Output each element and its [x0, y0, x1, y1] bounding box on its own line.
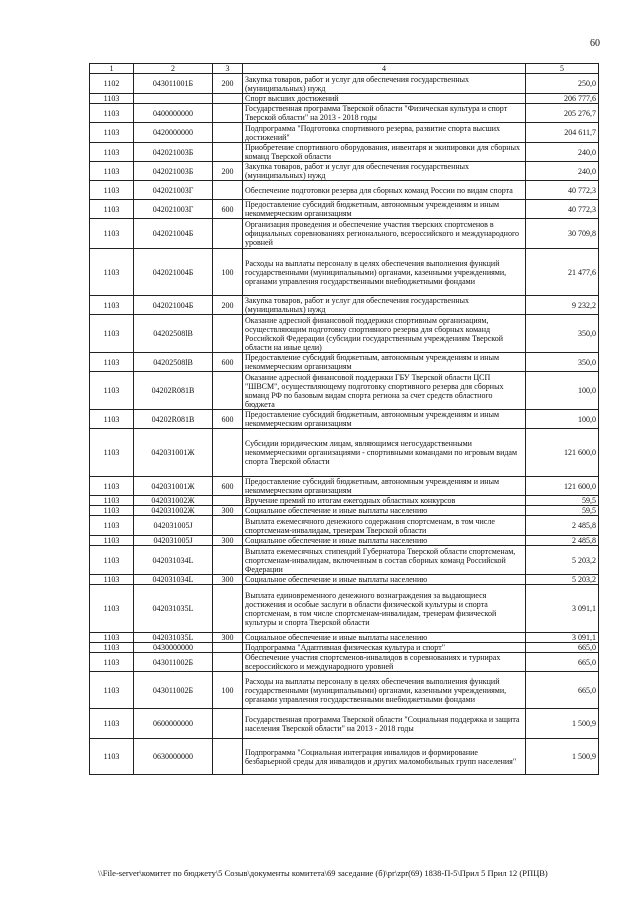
amount-cell: 250,0	[526, 74, 599, 94]
section-code-cell: 1103	[90, 181, 134, 200]
section-code-cell: 1103	[90, 672, 134, 709]
target-article-cell: 042021003Г	[134, 181, 213, 200]
table-row	[90, 633, 599, 643]
amount-cell: 2 485,8	[526, 516, 599, 536]
expense-type-cell	[213, 496, 243, 506]
table-row	[90, 516, 599, 536]
section-code-cell: 1102	[90, 74, 134, 94]
amount-cell: 21 477,6	[526, 249, 599, 296]
section-code-cell: 1103	[90, 410, 134, 429]
section-code-cell: 1103	[90, 643, 134, 653]
budget-table	[89, 63, 599, 775]
expense-type-cell	[213, 94, 243, 104]
description-cell: Вручение премий по итогам ежегодных областных конкурсов	[243, 496, 526, 506]
amount-cell: 3 091,1	[526, 585, 599, 633]
table-row	[90, 219, 599, 249]
description-cell: Закупка товаров, работ и услуг для обеспечения государственных (муниципальных) нужд	[243, 162, 526, 181]
section-code-cell: 1103	[90, 162, 134, 181]
expense-type-cell	[213, 143, 243, 162]
section-code-cell: 1103	[90, 536, 134, 546]
section-code-cell: 1103	[90, 477, 134, 496]
expense-type-cell: 300	[213, 633, 243, 643]
amount-cell: 665,0	[526, 653, 599, 672]
table-row	[90, 353, 599, 372]
target-article-cell: 043011002Б	[134, 672, 213, 709]
amount-cell: 240,0	[526, 162, 599, 181]
section-code-cell: 1103	[90, 143, 134, 162]
description-cell: Социальное обеспечение и иные выплаты населению	[243, 633, 526, 643]
expense-type-cell: 200	[213, 74, 243, 94]
description-cell: Выплата ежемесячных стипендий Губернатора Тверской области спортсменам, спортсменам-инвалидам, включенным в состав сборных команд Российской Федерации	[243, 546, 526, 575]
amount-cell: 665,0	[526, 643, 599, 653]
amount-cell: 30 709,8	[526, 219, 599, 249]
expense-type-cell: 200	[213, 162, 243, 181]
expense-type-cell	[213, 104, 243, 123]
amount-cell: 59,5	[526, 496, 599, 506]
table-row	[90, 181, 599, 200]
description-cell: Выплата ежемесячного денежного содержания спортсменам, в том числе спортсменам-инвалидам, тренерам Тверской области	[243, 516, 526, 536]
target-article-cell: 042031005J	[134, 536, 213, 546]
amount-cell: 40 772,3	[526, 181, 599, 200]
description-cell: Организация проведения и обеспечение участия тверских спортсменов в официальных соревнованиях регионального, всероссийского и международного уровней	[243, 219, 526, 249]
target-article-cell: 043011002Б	[134, 653, 213, 672]
section-code-cell: 1103	[90, 585, 134, 633]
section-code-cell: 1103	[90, 372, 134, 410]
expense-type-cell: 300	[213, 575, 243, 585]
target-article-cell: 0630000000	[134, 739, 213, 775]
page-number: 60	[590, 38, 600, 49]
target-article-cell: 042031002Ж	[134, 496, 213, 506]
target-article-cell: 04202508lB	[134, 353, 213, 372]
amount-cell: 240,0	[526, 143, 599, 162]
target-article-cell: 042031001Ж	[134, 429, 213, 477]
target-article-cell: 042031034L	[134, 546, 213, 575]
amount-cell: 59,5	[526, 506, 599, 516]
target-article-cell: 0430000000	[134, 643, 213, 653]
table-row	[90, 739, 599, 775]
expense-type-cell	[213, 372, 243, 410]
table-header-row	[90, 64, 599, 74]
description-cell: Оказание адресной финансовой поддержки спортивным организациям, осуществляющим подготовку спортивного резерва для сборных команд Российской Федерации (субсидии государственным учреждениям Тверской области на иные цели)	[243, 315, 526, 353]
amount-cell: 100,0	[526, 372, 599, 410]
section-code-cell: 1103	[90, 496, 134, 506]
amount-cell: 121 600,0	[526, 429, 599, 477]
section-code-cell: 1103	[90, 575, 134, 585]
section-code-cell: 1103	[90, 429, 134, 477]
expense-type-cell	[213, 709, 243, 739]
section-code-cell: 1103	[90, 104, 134, 123]
section-code-cell: 1103	[90, 249, 134, 296]
description-cell: Государственная программа Тверской области "Физическая культура и спорт Тверской области" на 2013 - 2018 годы	[243, 104, 526, 123]
description-cell: Обеспечение подготовки резерва для сборных команд России по видам спорта	[243, 181, 526, 200]
section-code-cell: 1103	[90, 94, 134, 104]
expense-type-cell: 300	[213, 536, 243, 546]
table-row	[90, 536, 599, 546]
description-cell: Подпрограмма "Социальная интеграция инвалидов и формирование безбарьерной среды для инвалидов и других маломобильных групп населения"	[243, 739, 526, 775]
description-cell: Выплата единовременного денежного вознаграждения за выдающиеся достижения и особые заслуги в области физической культуры и спорта спортсменам, в том числе спортсменам-инвалидам, тренерам физической культуры и спорта Тверской области	[243, 585, 526, 633]
table-row	[90, 672, 599, 709]
amount-cell: 205 276,7	[526, 104, 599, 123]
table-row	[90, 200, 599, 219]
description-cell: Предоставление субсидий бюджетным, автономным учреждениям и иным некоммерческим организациям	[243, 410, 526, 429]
description-cell: Предоставление субсидий бюджетным, автономным учреждениям и иным некоммерческим организациям	[243, 353, 526, 372]
description-cell: Оказание адресной финансовой поддержки ГБУ Тверской области ЦСП "ШВСМ", осуществляющему подготовку спортивного резерва для сборных команд РФ по базовым видам спорта региона за счет средств областного бюджета	[243, 372, 526, 410]
description-cell: Подпрограмма "Подготовка спортивного резерва, развитие спорта высших достижений"	[243, 123, 526, 143]
description-cell: Закупка товаров, работ и услуг для обеспечения государственных (муниципальных) нужд	[243, 296, 526, 315]
section-code-cell: 1103	[90, 633, 134, 643]
section-code-cell: 1103	[90, 315, 134, 353]
amount-cell: 204 611,7	[526, 123, 599, 143]
target-article-cell: 04202508lB	[134, 315, 213, 353]
expense-type-cell	[213, 123, 243, 143]
table-row	[90, 585, 599, 633]
section-code-cell: 1103	[90, 739, 134, 775]
section-code-cell: 1103	[90, 546, 134, 575]
expense-type-cell: 200	[213, 296, 243, 315]
expense-type-cell	[213, 546, 243, 575]
target-article-cell: 042021003Г	[134, 200, 213, 219]
target-article-cell: 042031034L	[134, 575, 213, 585]
target-article-cell: 0420000000	[134, 123, 213, 143]
table-row	[90, 104, 599, 123]
section-code-cell: 1103	[90, 353, 134, 372]
description-cell: Расходы на выплаты персоналу в целях обеспечения выполнения функций государственными (муниципальными) органами, казенными учреждениями, органами управления государственными внебюджетными фондами	[243, 672, 526, 709]
description-cell: Закупка товаров, работ и услуг для обеспечения государственных (муниципальных) нужд	[243, 74, 526, 94]
table-row	[90, 123, 599, 143]
amount-cell: 1 500,9	[526, 709, 599, 739]
section-code-cell: 1103	[90, 200, 134, 219]
section-code-cell: 1103	[90, 296, 134, 315]
amount-cell: 350,0	[526, 353, 599, 372]
amount-cell: 665,0	[526, 672, 599, 709]
target-article-cell: 0400000000	[134, 104, 213, 123]
expense-type-cell	[213, 643, 243, 653]
table-row	[90, 410, 599, 429]
amount-cell: 350,0	[526, 315, 599, 353]
table-row	[90, 94, 599, 104]
table-row	[90, 575, 599, 585]
table-row	[90, 143, 599, 162]
expense-type-cell	[213, 429, 243, 477]
table-row	[90, 296, 599, 315]
table-row	[90, 429, 599, 477]
description-cell: Спорт высших достижений	[243, 94, 526, 104]
target-article-cell: 04202R081В	[134, 410, 213, 429]
target-article-cell: 042031001Ж	[134, 477, 213, 496]
table-row	[90, 709, 599, 739]
table-row	[90, 315, 599, 353]
amount-cell: 121 600,0	[526, 477, 599, 496]
expense-type-cell	[213, 516, 243, 536]
header-cell: 1	[90, 64, 134, 74]
amount-cell: 9 232,2	[526, 296, 599, 315]
description-cell: Приобретение спортивного оборудования, инвентаря и экипировки для сборных команд Тверской области	[243, 143, 526, 162]
expense-type-cell: 300	[213, 506, 243, 516]
table-row	[90, 74, 599, 94]
table-row	[90, 506, 599, 516]
expense-type-cell	[213, 585, 243, 633]
expense-type-cell	[213, 181, 243, 200]
table-row	[90, 477, 599, 496]
target-article-cell: 042031035L	[134, 585, 213, 633]
description-cell: Предоставление субсидий бюджетным, автономным учреждениям и иным некоммерческим организациям	[243, 477, 526, 496]
file-path-footer: \\File-server\комитет по бюджету\5 Созыв\документы комитета\69 заседание (б)\pr\zpr(69) 1838-П-5\Прил 5 Прил 12 (РПЦВ)	[98, 868, 548, 878]
description-cell: Обеспечение участия спортсменов-инвалидов в соревнованиях и турнирах всероссийского и международного уровней	[243, 653, 526, 672]
table-row	[90, 546, 599, 575]
section-code-cell: 1103	[90, 506, 134, 516]
description-cell: Государственная программа Тверской области "Социальная поддержка и защита населения Тверской области" на 2013 - 2018 годы	[243, 709, 526, 739]
table-row	[90, 653, 599, 672]
target-article-cell: 042021004Б	[134, 219, 213, 249]
description-cell: Социальное обеспечение и иные выплаты населению	[243, 506, 526, 516]
table-row	[90, 249, 599, 296]
expense-type-cell	[213, 653, 243, 672]
expense-type-cell: 600	[213, 410, 243, 429]
section-code-cell: 1103	[90, 709, 134, 739]
target-article-cell: 042031035L	[134, 633, 213, 643]
section-code-cell: 1103	[90, 653, 134, 672]
section-code-cell: 1103	[90, 219, 134, 249]
amount-cell: 5 203,2	[526, 575, 599, 585]
target-article-cell: 042021003Б	[134, 143, 213, 162]
expense-type-cell	[213, 315, 243, 353]
target-article-cell: 042031005J	[134, 516, 213, 536]
expense-type-cell: 100	[213, 249, 243, 296]
table-row	[90, 372, 599, 410]
description-cell: Социальное обеспечение и иные выплаты населению	[243, 536, 526, 546]
target-article-cell: 04202R081В	[134, 372, 213, 410]
amount-cell: 2 485,8	[526, 536, 599, 546]
amount-cell: 40 772,3	[526, 200, 599, 219]
description-cell: Подпрограмма "Адаптивная физическая культура и спорт"	[243, 643, 526, 653]
expense-type-cell: 600	[213, 353, 243, 372]
header-cell: 3	[213, 64, 243, 74]
header-cell: 5	[526, 64, 599, 74]
description-cell: Расходы на выплаты персоналу в целях обеспечения выполнения функций государственными (муниципальными) органами, казенными учреждениями, органами управления государственными внебюджетными фондами	[243, 249, 526, 296]
description-cell: Субсидии юридическим лицам, являющимся негосударственными некоммерческими организациями - спортивными командами по игровым видам спорта Тверской области	[243, 429, 526, 477]
target-article-cell: 042021003Б	[134, 162, 213, 181]
amount-cell: 206 777,6	[526, 94, 599, 104]
description-cell: Предоставление субсидий бюджетным, автономным учреждениям и иным некоммерческим организациям	[243, 200, 526, 219]
expense-type-cell	[213, 219, 243, 249]
expense-type-cell	[213, 739, 243, 775]
section-code-cell: 1103	[90, 516, 134, 536]
target-article-cell: 043011001Б	[134, 74, 213, 94]
amount-cell: 100,0	[526, 410, 599, 429]
target-article-cell: 0600000000	[134, 709, 213, 739]
table-row	[90, 162, 599, 181]
description-cell: Социальное обеспечение и иные выплаты населению	[243, 575, 526, 585]
amount-cell: 5 203,2	[526, 546, 599, 575]
expense-type-cell: 600	[213, 477, 243, 496]
header-cell: 2	[134, 64, 213, 74]
table-row	[90, 643, 599, 653]
target-article-cell	[134, 94, 213, 104]
section-code-cell: 1103	[90, 123, 134, 143]
target-article-cell: 042021004Б	[134, 249, 213, 296]
expense-type-cell: 100	[213, 672, 243, 709]
target-article-cell: 042031002Ж	[134, 506, 213, 516]
amount-cell: 1 500,9	[526, 739, 599, 775]
header-cell: 4	[243, 64, 526, 74]
table-row	[90, 496, 599, 506]
expense-type-cell: 600	[213, 200, 243, 219]
amount-cell: 3 091,1	[526, 633, 599, 643]
target-article-cell: 042021004Б	[134, 296, 213, 315]
